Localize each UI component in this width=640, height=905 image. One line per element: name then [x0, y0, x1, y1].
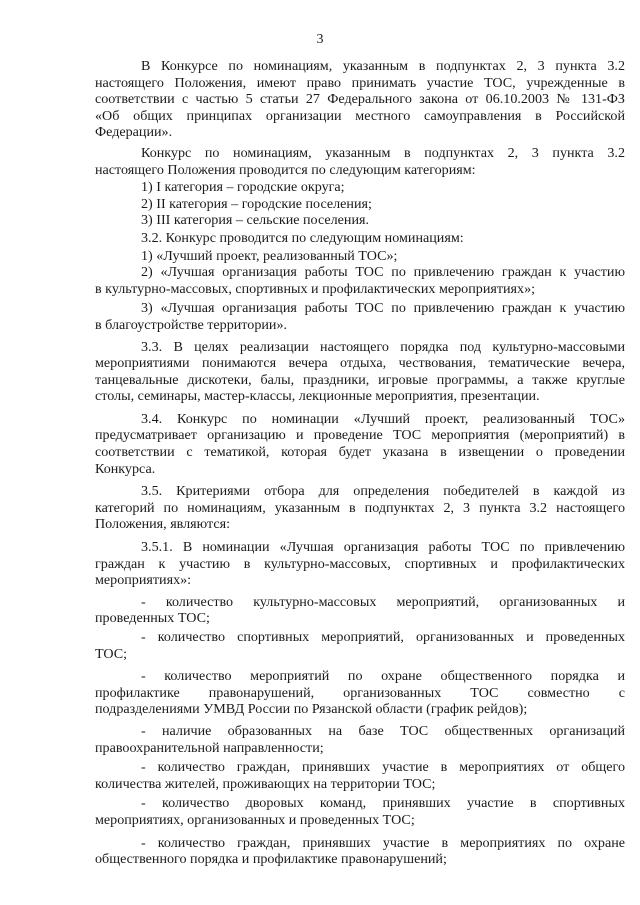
text-line: мероприятиях»: — [95, 572, 192, 589]
paragraph — [95, 339, 625, 405]
paragraph — [95, 58, 625, 141]
text-line: общественного порядка и профилактике правонарушений; — [95, 851, 447, 868]
text-line: 2) «Лучшая организация работы ТОС по привлечению граждан к участию — [141, 264, 625, 281]
text-line: количества жителей, проживающих на территории ТОС; — [95, 775, 436, 792]
text-line: 3.5. Критериями отбора для определения победителей в каждой из — [141, 483, 625, 500]
text-line: - количество мероприятий по охране общественного порядка и — [141, 668, 625, 685]
document-body — [95, 58, 625, 868]
paragraph — [95, 835, 625, 868]
text-line: проведенных ТОС; — [95, 610, 210, 627]
text-line: категорий по номинациям, указанным в подпунктах 2, 3 пункта 3.2 настоящего — [95, 499, 625, 516]
text-line: Положения, являются: — [95, 516, 230, 533]
text-line: - количество граждан, принявших участие в мероприятиях по охране — [141, 834, 625, 851]
paragraph — [95, 212, 625, 229]
text-line: Конкурс по номинациям, указанным в подпунктах 2, 3 пункта 3.2 — [141, 144, 625, 161]
text-line: В Конкурсе по номинациям, указанным в подпунктах 2, 3 пункта 3.2 — [141, 58, 625, 74]
paragraph — [95, 248, 625, 265]
text-line: подразделениями УМВД России по Рязанской области (график рейдов); — [95, 701, 528, 718]
paragraph — [95, 411, 625, 477]
text-line: мероприятиями понимаются вечера отдыха, чествования, тематические вечера, — [95, 355, 625, 372]
text-line: профилактике правонарушений, организованных ТОС совместно с — [95, 684, 625, 701]
text-line: мероприятиях, организованных и проведенных ТОС; — [95, 811, 415, 828]
paragraph — [95, 483, 625, 533]
paragraph — [95, 300, 625, 333]
paragraph — [95, 196, 625, 213]
text-line: предусматривает организацию и проведение ТОС мероприятия (мероприятий) в — [95, 427, 625, 444]
text-line: - количество дворовых команд, принявших участие в спортивных — [141, 795, 625, 812]
text-line: - количество спортивных мероприятий, организованных и проведенных — [141, 629, 625, 645]
text-line: 3) III категория – сельские поселения. — [141, 212, 370, 229]
text-line: Федерации». — [95, 124, 173, 141]
text-line: 1) «Лучший проект, реализованный ТОС»; — [141, 247, 398, 264]
text-line: танцевальные дискотеки, балы, праздники, игровые программы, а также круглые — [95, 371, 625, 388]
text-line: настоящего Положения проводится по следующим категориям: — [95, 161, 476, 178]
paragraph — [95, 795, 625, 828]
paragraph — [95, 759, 625, 792]
text-line: 3) «Лучшая организация работы ТОС по привлечению граждан к участию — [141, 300, 625, 317]
text-line: 3.5.1. В номинации «Лучшая организация работы ТОС по привлечению — [141, 539, 625, 556]
text-line: правоохранительной направленности; — [95, 739, 324, 756]
text-line: ТОС; — [95, 645, 128, 662]
text-line: в благоустройстве территории». — [95, 316, 288, 333]
paragraph — [95, 629, 625, 662]
paragraph — [95, 145, 625, 178]
text-line: 3.2. Конкурс проводится по следующим номинациям: — [141, 229, 464, 246]
paragraph — [95, 594, 625, 627]
paragraph — [95, 230, 625, 247]
paragraph — [95, 264, 625, 297]
text-line: граждан к участию в культурно-массовых, спортивных и профилактических — [95, 555, 625, 572]
paragraph — [95, 179, 625, 196]
text-line: 2) II категория – городские поселения; — [141, 195, 372, 212]
paragraph — [95, 539, 625, 589]
page-number: 3 — [316, 32, 324, 47]
text-line: - количество граждан, принявших участие в мероприятиях от общего — [141, 759, 625, 776]
text-line: - количество культурно-массовых мероприятий, организованных и — [141, 593, 625, 610]
text-line: в культурно-массовых, спортивных и профилактических мероприятиях»; — [95, 280, 536, 297]
text-line: 3.4. Конкурс по номинации «Лучший проект, реализованный ТОС» — [141, 410, 625, 427]
text-line: столы, семинары, мастер-классы, лекционные мероприятия, презентации. — [95, 388, 540, 405]
text-line: соответствии с частью 5 статьи 27 Федерального закона от 06.10.2003 № 131-ФЗ — [95, 91, 625, 108]
text-line: 1) I категория – городские округа; — [141, 179, 345, 196]
text-line: «Об общих принципах организации местного самоуправления в Российской — [95, 107, 625, 124]
text-line: соответствии с тематикой, которая будет указана в извещении о проведении — [95, 444, 625, 461]
text-line: Конкурса. — [95, 460, 156, 477]
paragraph — [95, 668, 625, 718]
text-line: настоящего Положения, имеют право принимать участие ТОС, учрежденные в — [95, 74, 625, 91]
paragraph — [95, 723, 625, 756]
text-line: 3.3. В целях реализации настоящего порядка под культурно-массовыми — [141, 338, 625, 355]
text-line: - наличие образованных на базе ТОС общественных организаций — [141, 722, 625, 739]
